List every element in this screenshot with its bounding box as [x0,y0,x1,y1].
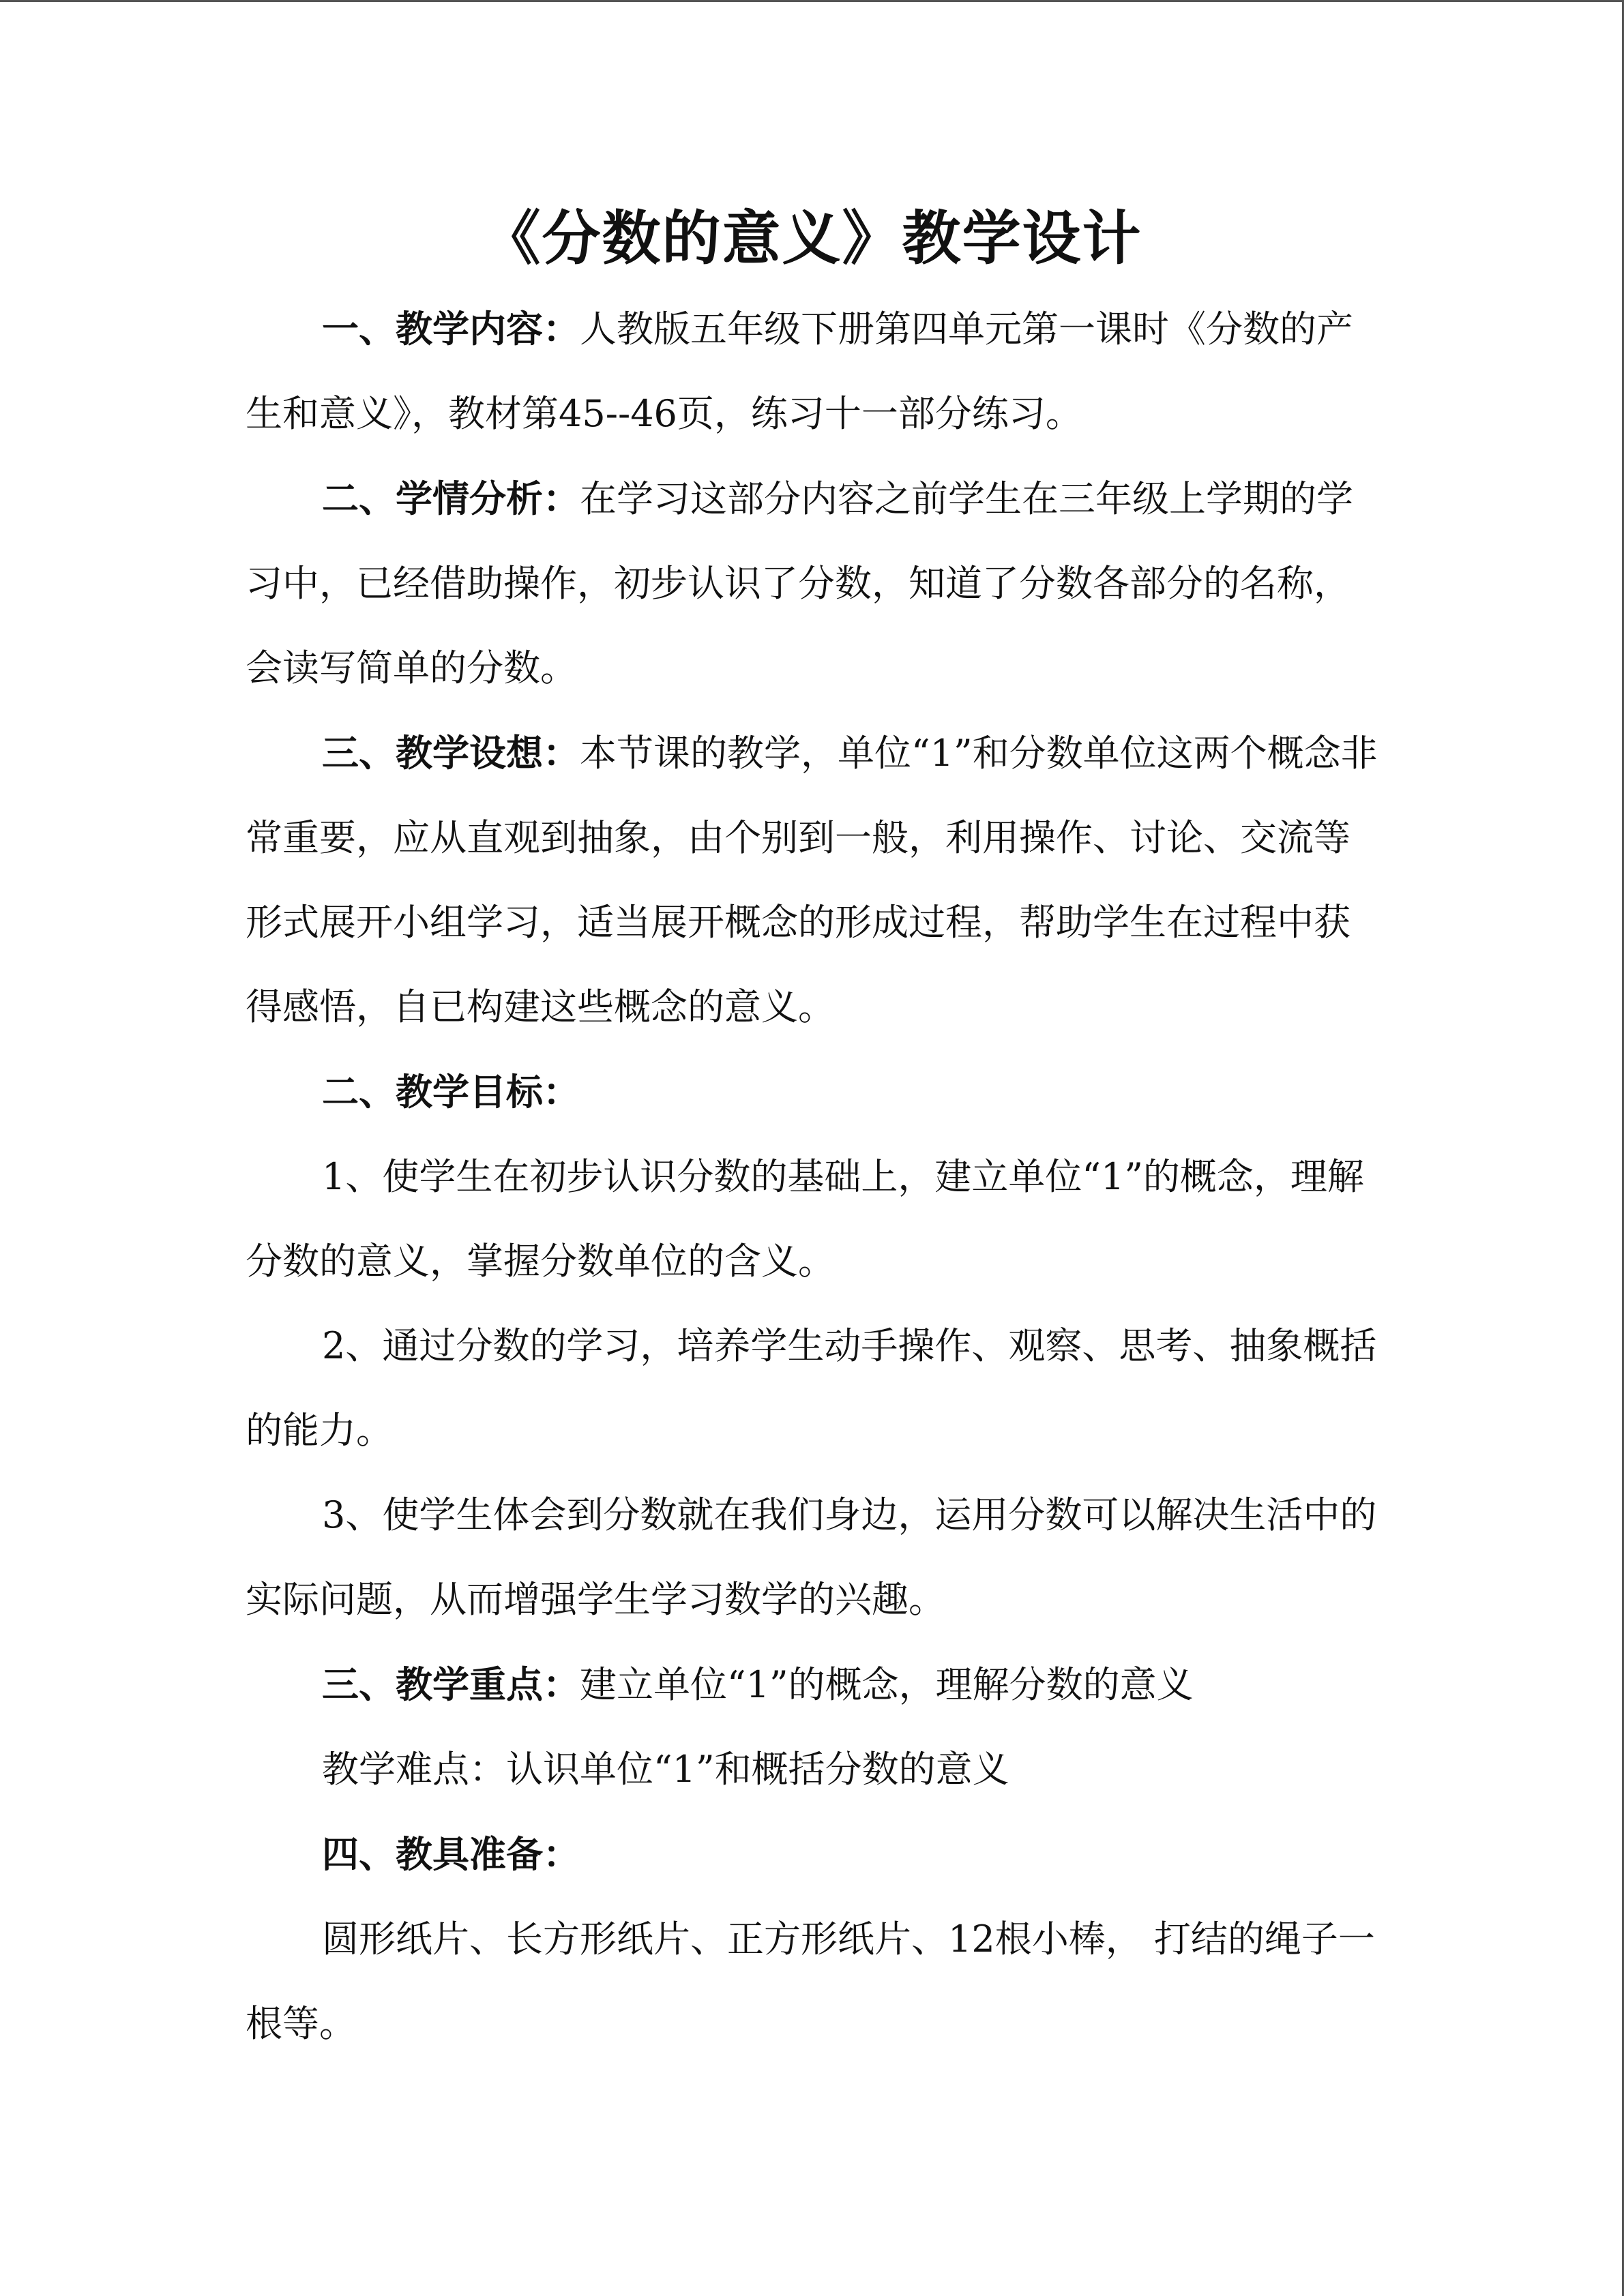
goal-item: 3、使学生体会到分数就在我们身边，运用分数可以解决生活中的实际问题，从而增强学生学习数学的兴趣。 [246,1493,1377,1621]
section-label: 一、教学内容： [322,307,580,351]
section-text: 在学习这部分内容之前学生在三年级上学期的学习中，已经借助操作，初步认识了分数，知道了分数各部分的名称，会读写简单的分数。 [246,477,1353,689]
section-teaching-idea [246,711,1385,1049]
section-label: 四、教具准备： [322,1832,580,1876]
section-teaching-content [246,286,1385,456]
section-text: 本节课的教学，单位“1”和分数单位这两个概念非常重要，应从直观到抽象，由个别到一般，利用操作、讨论、交流等形式展开小组学习，适当展开概念的形成过程，帮助学生在过程中获得感悟，自已构建这些概念的意义。 [246,732,1378,1028]
section-key-points [246,1642,1385,1727]
goal-item: 2、通过分数的学习，培养学生动手操作、观察、思考、抽象概括的能力。 [246,1324,1377,1452]
section-teaching-goals-heading [246,1049,1385,1135]
section-tools-heading [246,1812,1385,1897]
document-body [246,286,1385,2066]
section-text: 建立单位“1”的概念，理解分数的意义 [580,1663,1194,1706]
page-title: 《分数的意义》教学设计 [482,204,1142,273]
section-difficulty: 教学难点：认识单位“1”和概括分数的意义 [322,1748,1009,1791]
section-text: 人教版五年级下册第四单元第一课时《分数的产生和意义》，教材第45--46页，练习十一部分练习。 [246,308,1353,435]
section-tools-text: 圆形纸片、长方形纸片、正方形纸片、12根小棒， 打结的绳子一根等。 [246,1918,1375,2045]
page-top-border [0,0,1624,2]
section-label: 三、教学重点： [322,1663,580,1706]
section-learning-analysis [246,456,1385,711]
section-label: 二、学情分析： [322,477,580,520]
section-label: 三、教学设想： [322,731,580,775]
goal-item: 1、使学生在初步认识分数的基础上，建立单位“1”的概念，理解分数的意义，掌握分数单位的含义。 [246,1155,1364,1283]
section-label: 二、教学目标： [322,1070,580,1114]
